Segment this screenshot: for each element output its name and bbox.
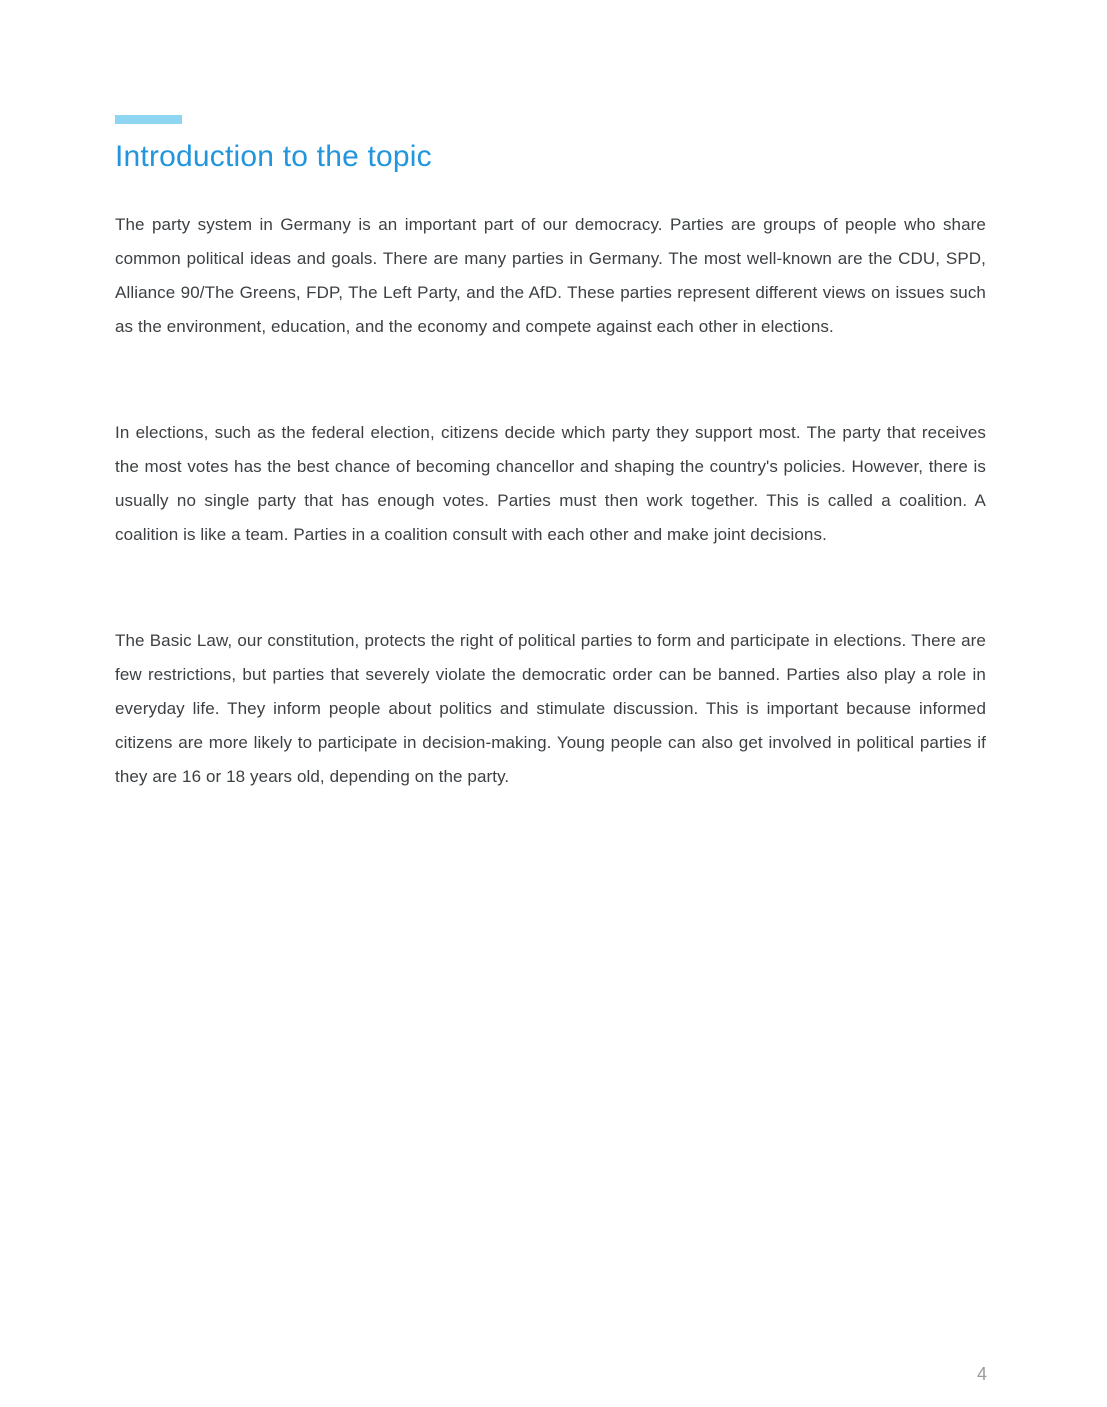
- paragraph-intro-party-system: The party system in Germany is an important part of our democracy. Parties are groups of people who share common political ideas and goals. There are many parties in Germany. The most well-known are the CDU, SPD, Alliance 90/The Greens, FDP, The Left Party, and the AfD. These parties represent different views on issues such as the environment, education, and the economy and compete against each other in elections.: [115, 214, 986, 336]
- page-number: 4: [976, 1364, 987, 1384]
- page-title: Introduction to the topic: [115, 140, 432, 173]
- body-text: [115, 208, 986, 794]
- page-content: [115, 0, 986, 794]
- paragraph-elections-coalitions: In elections, such as the federal election, citizens decide which party they support most. The party that receives the most votes has the best chance of becoming chancellor and shaping the country's policies. However, there is usually no single party that has enough votes. Parties must then work together. This is called a coalition. A coalition is like a team. Parties in a coalition consult with each other and make joint decisions.: [115, 422, 986, 544]
- heading-accent-bar: [115, 115, 182, 124]
- paragraph-basic-law: The Basic Law, our constitution, protects the right of political parties to form and participate in elections. There are few restrictions, but parties that severely violate the democratic order can be banned. Parties also play a role in everyday life. They inform people about politics and stimulate discussion. This is important because informed citizens are more likely to participate in decision-making. Young people can also get involved in political parties if they are 16 or 18 years old, depending on the party.: [115, 630, 986, 786]
